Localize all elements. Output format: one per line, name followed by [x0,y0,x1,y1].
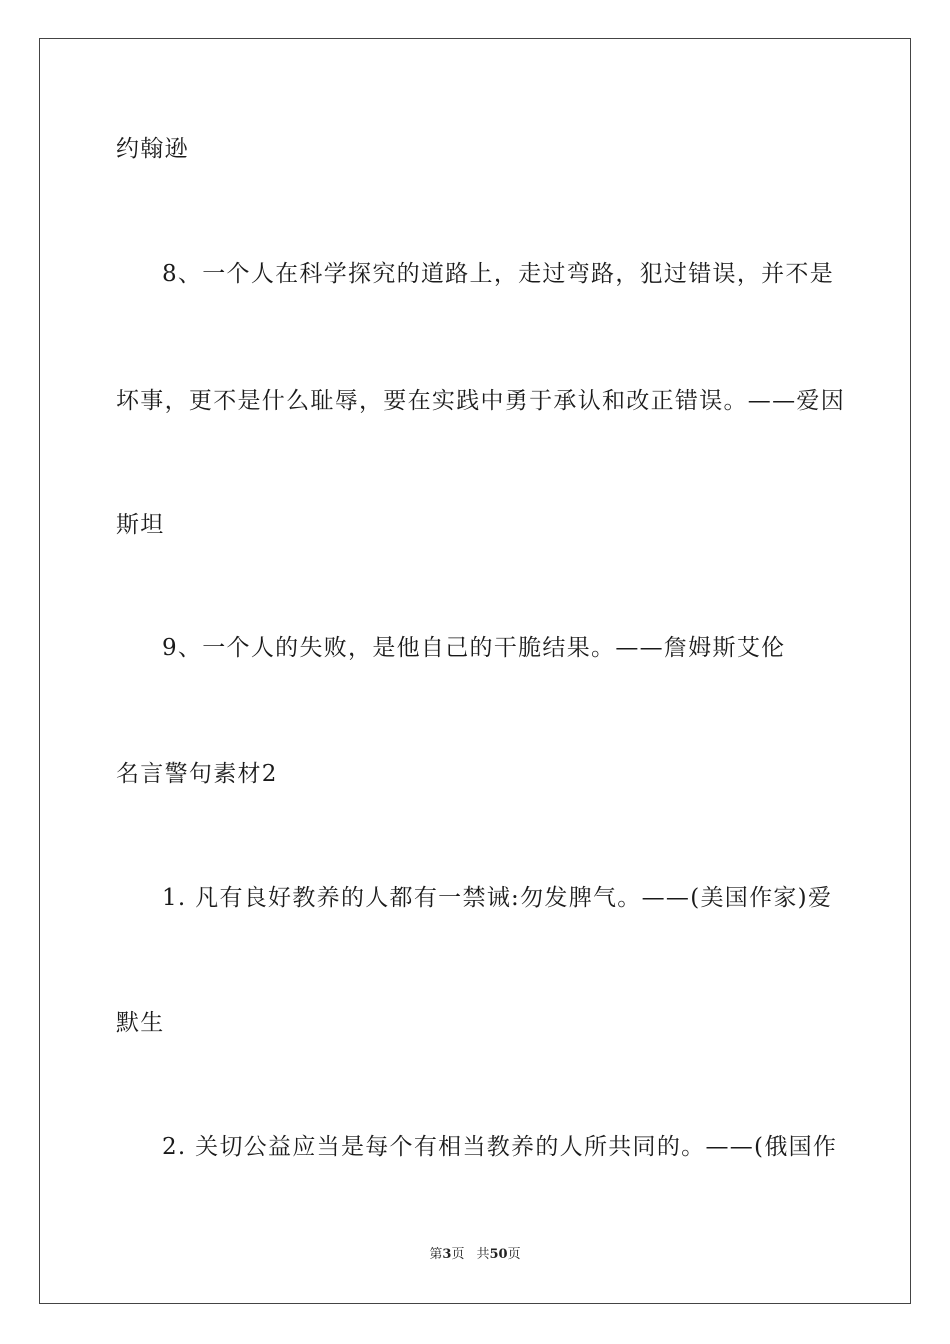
total-prefix: 共 [476,1247,490,1262]
text-line-quote-9: 9、一个人的失败，是他自己的干脆结果。——詹姆斯艾伦 [162,635,786,661]
text-line-quote-8-part1: 8、一个人在科学探究的道路上，走过弯路，犯过错误，并不是 [162,261,835,287]
page-footer [0,1246,950,1264]
total-suffix: 页 [507,1247,521,1262]
page-prefix: 第 [429,1247,443,1262]
text-line-item-2-part1: 2. 关切公益应当是每个有相当教养的人所共同的。——(俄国作 [162,1134,838,1160]
text-line-item-1-author: 默生 [116,1010,165,1036]
section-heading: 名言警句素材2 [116,761,278,787]
text-line-quote-8-author: 斯坦 [116,512,165,538]
text-line-quote-8-part2: 坏事，更不是什么耻辱，要在实践中勇于承认和改正错误。——爱因 [116,388,845,414]
text-line-author-johnson: 约翰逊 [116,136,189,162]
page-number: 3 [442,1247,452,1262]
total-pages: 50 [489,1247,508,1262]
text-line-item-1-part1: 1. 凡有良好教养的人都有一禁诫:勿发脾气。——(美国作家)爱 [162,885,833,911]
page-suffix: 页 [451,1247,465,1262]
page-border [39,38,911,1304]
